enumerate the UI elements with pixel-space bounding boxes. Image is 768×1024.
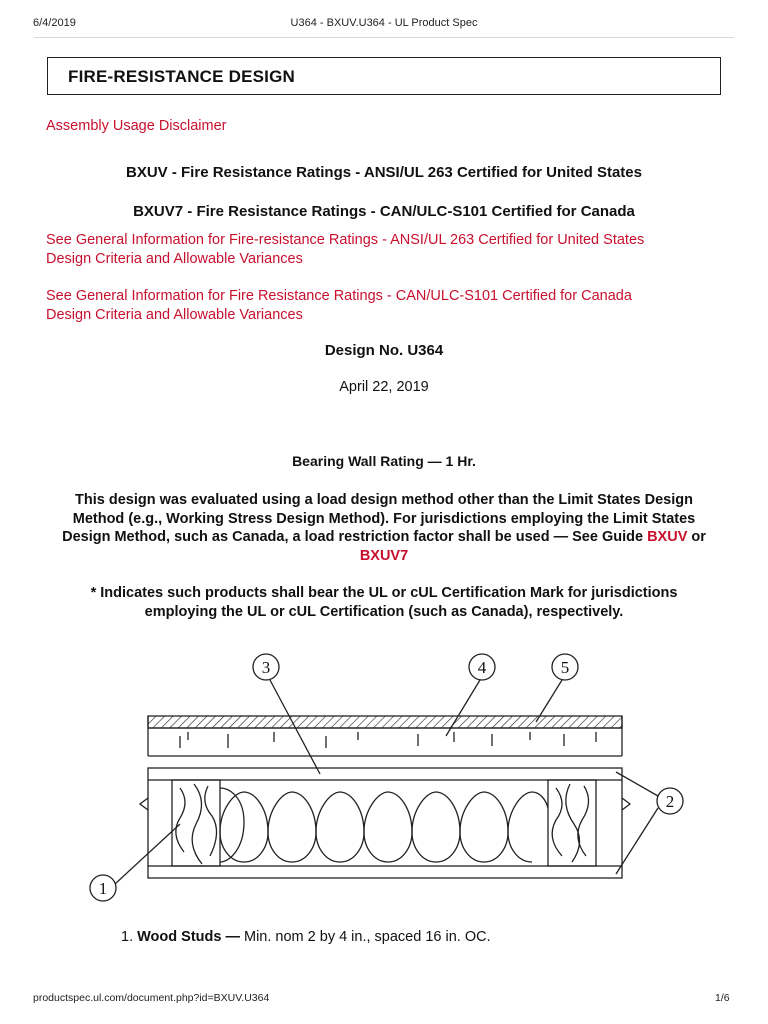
wall-assembly-diagram	[88, 648, 700, 910]
callout-3: 3	[261, 658, 271, 677]
print-date: 6/4/2019	[33, 17, 76, 29]
canada-rating-heading: BXUV7 - Fire Resistance Ratings - CAN/ULC-S101 Certified for Canada	[133, 203, 635, 220]
exterior-layer	[148, 716, 622, 728]
mark-note-line1: * Indicates such products shall bear the UL or cUL Certification Mark for jurisdictions	[90, 585, 678, 601]
load-note-line3-text: Design Method, such as Canada, a load restriction factor shall be used — See Guide	[62, 529, 648, 545]
load-note-line2: Method (e.g., Working Stress Design Method). For jurisdictions employing the Limit States	[72, 510, 696, 527]
design-date: April 22, 2019	[339, 379, 429, 395]
load-note-line4	[40, 547, 728, 566]
mark-note-line2: employing the UL or cUL Certification (such as Canada), respectively.	[144, 603, 624, 620]
general-info-us-line1: See General Information for Fire-resistance Ratings - ANSI/UL 263 Certified for United States	[46, 232, 645, 248]
item-name: Wood Studs —	[137, 929, 240, 945]
callout-2: 2	[665, 792, 675, 811]
page-title: FIRE-RESISTANCE DESIGN	[68, 67, 295, 86]
item-description: Min. nom 2 by 4 in., spaced 16 in. OC.	[244, 929, 491, 945]
certification-mark-note	[40, 584, 728, 621]
item-number: 1.	[121, 929, 134, 945]
design-number: Design No. U364	[324, 342, 444, 359]
load-note-line1: This design was evaluated using a load design method other than the Limit States Design	[75, 492, 693, 508]
assembly-usage-disclaimer-link[interactable]: Assembly Usage Disclaimer	[46, 118, 227, 134]
load-design-note	[40, 491, 728, 565]
header-divider	[34, 37, 734, 38]
print-page-title: U364 - BXUV.U364 - UL Product Spec	[290, 17, 478, 29]
general-info-canada-line2: Design Criteria and Allowable Variances	[46, 306, 303, 323]
print-footer-url: productspec.ul.com/document.php?id=BXUV.U364	[33, 992, 270, 1004]
general-info-canada-line1: See General Information for Fire Resistance Ratings - CAN/ULC-S101 Certified for Canada	[46, 288, 632, 304]
load-note-line3	[40, 528, 728, 547]
bearing-wall-rating: Bearing Wall Rating — 1 Hr.	[292, 453, 476, 469]
bxuv-guide-link[interactable]: BXUV	[647, 529, 688, 545]
item-wood-studs	[121, 929, 491, 945]
general-info-canada-link[interactable]	[46, 287, 632, 324]
general-info-us-line2: Design Criteria and Allowable Variances	[46, 250, 303, 267]
us-rating-heading: BXUV - Fire Resistance Ratings - ANSI/UL 263 Certified for United States	[126, 164, 642, 181]
bxuv7-guide-link[interactable]: BXUV7	[359, 547, 409, 564]
callout-5: 5	[560, 658, 570, 677]
callout-4: 4	[477, 658, 487, 677]
print-footer-page: 1/6	[715, 992, 730, 1004]
general-info-us-link[interactable]	[46, 231, 644, 268]
callout-1: 1	[98, 879, 108, 898]
load-note-joiner: or	[687, 529, 706, 545]
title-box	[47, 57, 721, 95]
